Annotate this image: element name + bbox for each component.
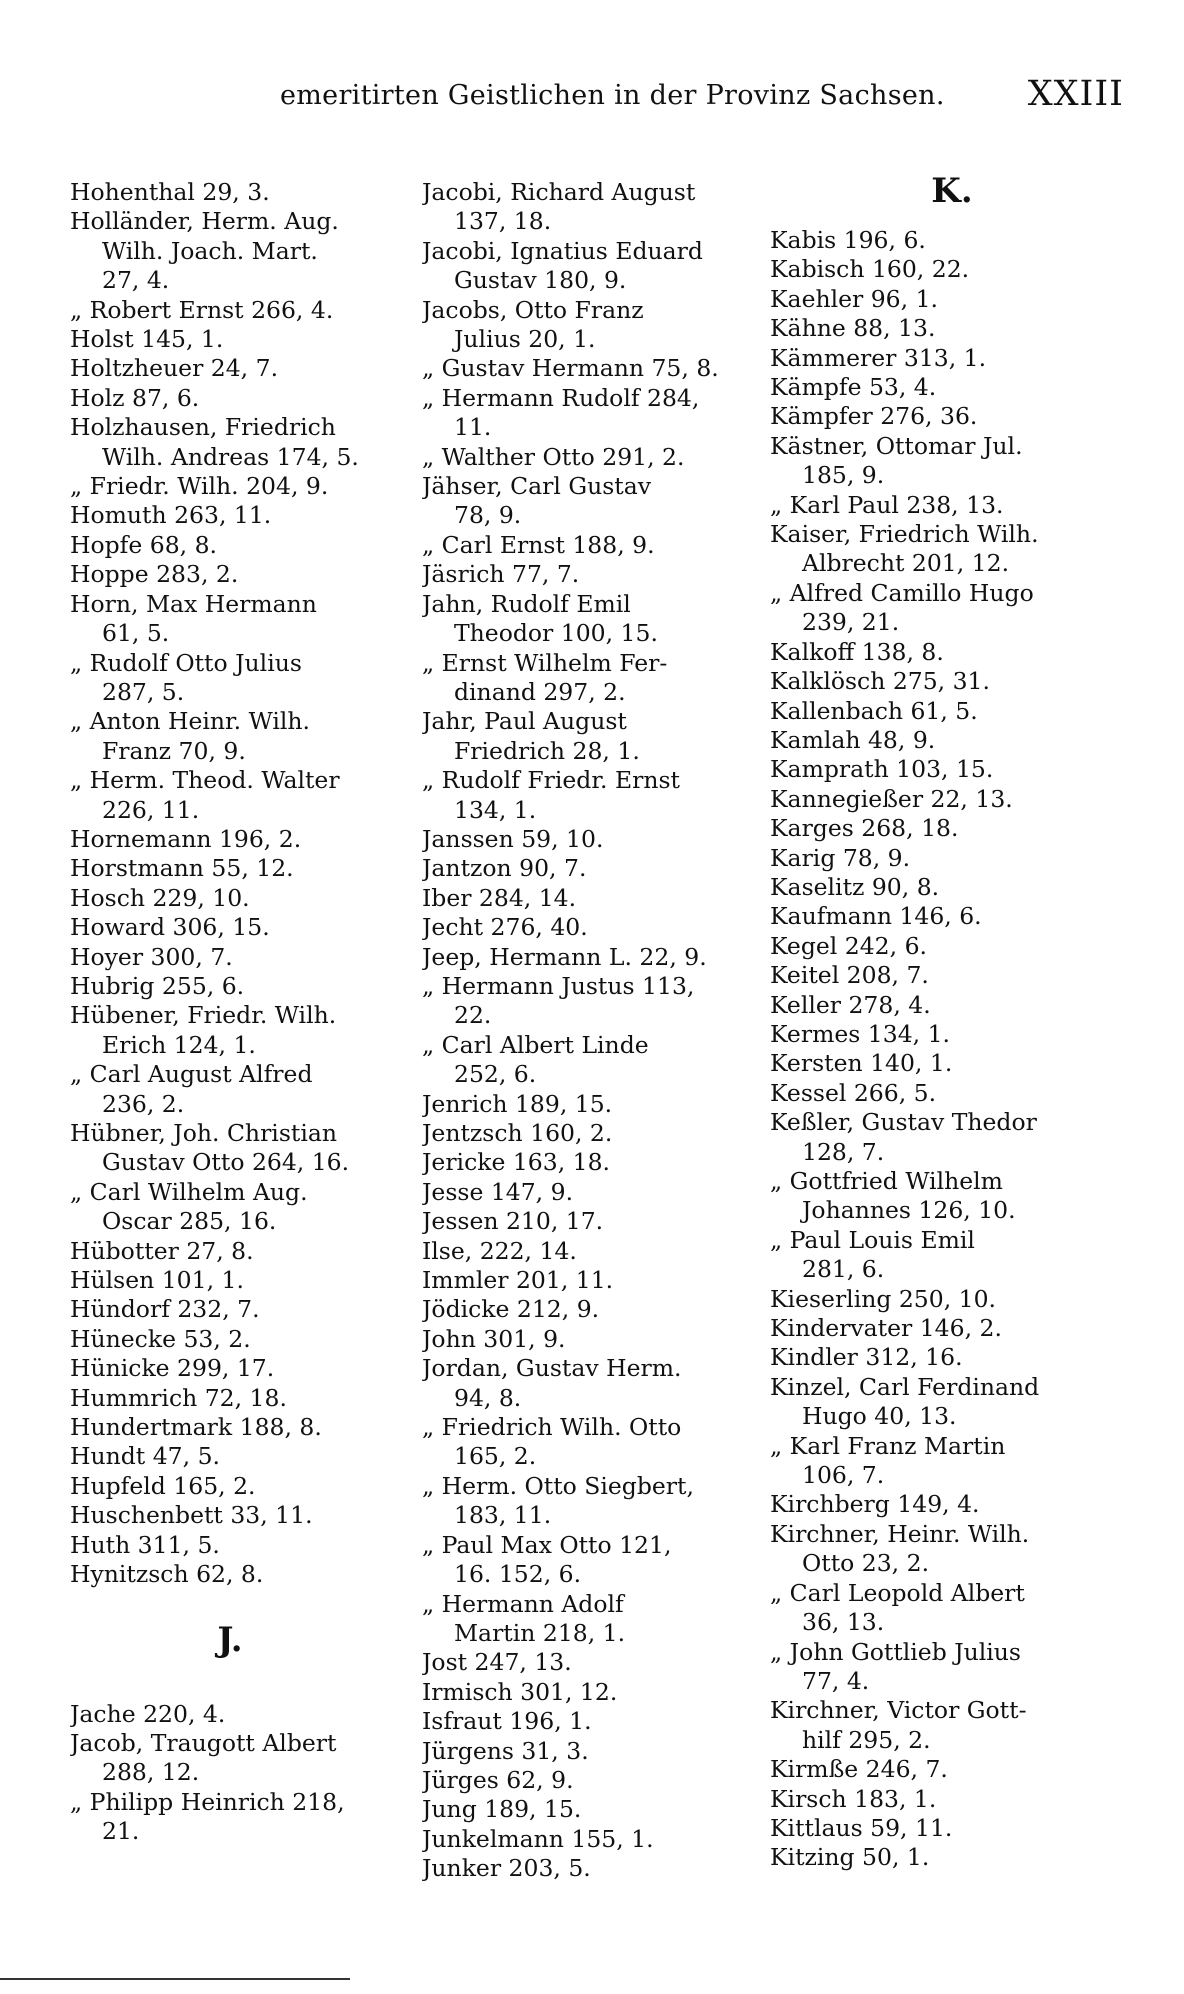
index-entry: Hülsen 101, 1. [70,1266,244,1295]
index-entry: „ Carl Ernst 188, 9. [422,530,655,559]
index-entry: Kirchner, Heinr. Wilh. [770,1519,1030,1548]
index-entry: Holzhausen, Friedrich [70,413,336,442]
index-entry-continuation: 94, 8. [454,1383,522,1412]
index-entry: Kamprath 103, 15. [770,755,994,784]
index-entry: „ Gottfried Wilhelm [770,1167,1003,1195]
index-entry: Janssen 59, 10. [422,824,604,853]
index-entry: Hundt 47, 5. [70,1442,220,1471]
running-head: emeritirten Geistlichen in der Provinz Sachsen. [280,80,945,111]
index-entry: Kaufmann 146, 6. [770,902,982,931]
index-entry: „ Ernst Wilhelm Fer- [422,648,668,677]
index-entry: Hohenthal 29, 3. [70,178,270,206]
index-entry: Kabis 196, 6. [770,226,926,254]
index-entry-continuation: Wilh. Andreas 174, 5. [102,442,359,471]
index-entry: Karig 78, 9. [770,843,911,872]
index-entry: Keller 278, 4. [770,990,931,1019]
index-entry: „ Friedr. Wilh. 204, 9. [70,472,329,501]
index-entry: Kamlah 48, 9. [770,725,936,754]
index-entry: Kegel 242, 6. [770,931,927,960]
index-entry: Huschenbett 33, 11. [70,1501,313,1530]
index-entry: Hornemann 196, 2. [70,824,302,853]
index-entry: Kieserling 250, 10. [770,1284,997,1313]
index-entry-continuation: hilf 295, 2. [802,1725,931,1754]
index-entry-continuation: 36, 13. [802,1608,885,1637]
footer-rule [0,1978,350,1980]
index-entry-continuation: 252, 6. [454,1060,537,1089]
index-entry: Isfraut 196, 1. [422,1707,592,1736]
index-entry: „ Gustav Hermann 75, 8. [422,354,719,383]
index-entry: Huth 311, 5. [70,1530,220,1559]
index-entry: Holländer, Herm. Aug. [70,207,339,236]
index-entry: Jacobi, Ignatius Eduard [422,236,703,265]
index-entry: Kalkoff 138, 8. [770,637,944,666]
index-entry: „ Alfred Camillo Hugo [770,578,1034,607]
index-entry: Jacob, Traugott Albert [70,1728,337,1757]
index-entry: „ Carl Wilhelm Aug. [70,1177,308,1206]
index-entry: Kalklösch 275, 31. [770,667,990,696]
index-entry: Kirmße 246, 7. [770,1755,948,1784]
index-entry: Hübener, Friedr. Wilh. [70,1001,337,1030]
index-entry: Hoppe 283, 2. [70,560,239,589]
index-entry: Jahn, Rudolf Emil [422,589,631,618]
index-entry: Jacobs, Otto Franz [422,295,644,324]
index-entry: „ Anton Heinr. Wilh. [70,707,310,736]
index-entry-continuation: 21. [102,1817,140,1846]
index-entry: Karges 268, 18. [770,814,959,843]
index-entry: Homuth 263, 11. [70,501,272,530]
index-entry: Jürgens 31, 3. [422,1736,589,1765]
index-entry: Kindervater 146, 2. [770,1314,1002,1343]
index-entry-continuation: 16. 152, 6. [454,1560,582,1589]
index-column-2 [422,178,766,1884]
index-entry-continuation: 128, 7. [802,1137,885,1166]
index-entry: „ Karl Franz Martin [770,1431,1006,1460]
index-entry: Jähser, Carl Gustav [422,472,652,501]
index-entry: Kaselitz 90, 8. [770,872,940,901]
index-entry: Keßler, Gustav Thedor [770,1108,1037,1137]
index-entry-continuation: 137, 18. [454,207,552,236]
index-entry: Hubrig 255, 6. [70,971,245,1000]
index-entry: Howard 306, 15. [70,913,270,942]
index-entry: Horn, Max Hermann [70,589,317,618]
index-entry-continuation: Albrecht 201, 12. [802,549,1010,578]
index-entry-continuation: Friedrich 28, 1. [454,736,640,765]
index-entry-continuation: Franz 70, 9. [102,736,246,765]
index-entry: Kästner, Ottomar Jul. [770,431,1023,460]
index-entry: Jäsrich 77, 7. [422,560,580,589]
index-entry: Hundertmark 188, 8. [70,1413,322,1442]
index-entry: Iber 284, 14. [422,883,577,912]
index-entry: Horstmann 55, 12. [70,854,294,883]
index-entry: „ Hermann Rudolf 284, [422,383,700,412]
index-entry: „ Friedrich Wilh. Otto [422,1413,682,1442]
page-number: XXIII [1027,74,1124,114]
index-entry: „ Carl Albert Linde [422,1030,649,1059]
index-entry: Kämpfer 276, 36. [770,402,978,431]
section-letter-heading: K. [931,171,973,211]
index-entry-continuation: Erich 124, 1. [102,1030,256,1059]
index-entry: Jung 189, 15. [422,1795,582,1824]
index-entry: Junker 203, 5. [422,1854,591,1883]
index-entry: Jeep, Hermann L. 22, 9. [422,942,707,971]
index-entry: Kallenbach 61, 5. [770,696,978,725]
index-entry: Jürges 62, 9. [422,1765,574,1794]
index-entry: Hynitzsch 62, 8. [70,1560,264,1589]
index-entry: Jericke 163, 18. [422,1148,611,1177]
index-entry: Hopfe 68, 8. [70,530,218,559]
index-entry: Irmisch 301, 12. [422,1677,618,1706]
index-entry-continuation: Theodor 100, 15. [454,619,658,648]
index-entry: Hübotter 27, 8. [70,1236,254,1265]
index-entry: Keitel 208, 7. [770,961,929,990]
index-entry: Jost 247, 13. [422,1648,572,1677]
index-entry: Holst 145, 1. [70,325,224,354]
index-entry: Hübner, Joh. Christian [70,1119,337,1147]
index-entry: „ Paul Max Otto 121, [422,1530,672,1559]
index-entry: Kirchberg 149, 4. [770,1490,980,1519]
index-entry: Junkelmann 155, 1. [422,1824,654,1853]
index-entry-continuation: 165, 2. [454,1442,537,1471]
index-entry: Kabisch 160, 22. [770,255,970,284]
index-entry-continuation: 134, 1. [454,795,537,824]
index-entry: „ Karl Paul 238, 13. [770,490,1004,519]
index-entry: Kähne 88, 13. [770,314,936,343]
index-entry: „ Herm. Otto Siegbert, [422,1471,694,1500]
index-entry: Kersten 140, 1. [770,1049,953,1078]
index-entry: Kittlaus 59, 11. [770,1813,953,1842]
index-entry-continuation: Martin 218, 1. [454,1618,626,1647]
index-entry: Kirchner, Victor Gott- [770,1696,1027,1725]
index-entry: „ Carl Leopold Albert [770,1578,1025,1607]
index-entry: Jantzon 90, 7. [422,854,587,883]
index-entry: John 301, 9. [422,1324,566,1353]
index-entry-continuation: Johannes 126, 10. [802,1196,1016,1225]
index-entry-continuation: Gustav Otto 264, 16. [102,1148,350,1177]
index-entry: Holz 87, 6. [70,383,200,412]
index-entry-continuation: 61, 5. [102,619,170,648]
index-entry: Kessel 266, 5. [770,1078,937,1107]
index-entry: Jödicke 212, 9. [422,1295,600,1324]
index-entry: Kindler 312, 16. [770,1343,963,1372]
index-entry: Kermes 134, 1. [770,1019,951,1048]
index-entry-continuation: 77, 4. [802,1666,870,1695]
index-entry: „ Carl August Alfred [70,1060,313,1089]
index-entry-continuation: dinand 297, 2. [454,677,626,706]
index-entry: Jessen 210, 17. [422,1207,604,1236]
index-entry: Hünecke 53, 2. [70,1324,251,1353]
index-entry: Kaiser, Friedrich Wilh. [770,520,1039,549]
index-entry: Jecht 276, 40. [422,913,588,942]
index-entry: Kirsch 183, 1. [770,1784,937,1813]
index-entry: „ Hermann Adolf [422,1589,624,1618]
index-entry: Hünicke 299, 17. [70,1354,275,1383]
index-entry: „ Paul Louis Emil [770,1225,975,1254]
index-entry: Kaehler 96, 1. [770,284,938,313]
index-entry: Kannegießer 22, 13. [770,784,1013,813]
index-entry: „ Philipp Heinrich 218, [70,1787,345,1816]
index-entry: „ John Gottlieb Julius [770,1637,1021,1666]
index-entry-continuation: Hugo 40, 13. [802,1402,957,1431]
index-entry: Jache 220, 4. [70,1699,226,1728]
index-entry: Kämmerer 313, 1. [770,343,987,372]
index-entry-continuation: 78, 9. [454,501,522,530]
index-entry: Ilse, 222, 14. [422,1236,577,1265]
index-entry: Kinzel, Carl Ferdinand [770,1372,1040,1401]
index-entry: Hoyer 300, 7. [70,942,233,971]
index-entry-continuation: Gustav 180, 9. [454,266,627,295]
index-entry-continuation: 183, 11. [454,1501,552,1530]
index-entry: Kämpfe 53, 4. [770,373,937,402]
index-entry: Jordan, Gustav Herm. [422,1354,682,1383]
index-entry-continuation: 288, 12. [102,1758,200,1787]
index-entry: „ Rudolf Otto Julius [70,648,302,677]
index-column-3 [770,171,1134,1873]
index-entry-continuation: 27, 4. [102,266,170,295]
index-entry: Jenrich 189, 15. [422,1089,613,1118]
index-entry-continuation: Wilh. Joach. Mart. [102,236,318,265]
index-entry-continuation: 185, 9. [802,461,885,490]
index-entry: Immler 201, 11. [422,1266,614,1295]
index-entry-continuation: 106, 7. [802,1461,885,1490]
index-entry-continuation: 22. [454,1001,492,1030]
index-entry-continuation: 236, 2. [102,1089,185,1118]
index-entry: Hosch 229, 10. [70,883,250,912]
index-entry: „ Herm. Theod. Walter [70,766,340,795]
section-letter-heading: J. [217,1619,243,1660]
index-entry: Jahr, Paul August [422,707,627,736]
index-entry: Jesse 147, 9. [422,1177,574,1206]
index-entry: „ Hermann Justus 113, [422,971,695,1000]
index-entry: Hündorf 232, 7. [70,1295,260,1324]
index-entry: Jentzsch 160, 2. [422,1119,613,1147]
index-column-1 [70,178,390,1847]
index-entry: Hummrich 72, 18. [70,1383,287,1412]
index-entry-continuation: 11. [454,413,492,442]
index-columns [70,171,1134,1898]
index-entry-continuation: 281, 6. [802,1255,885,1284]
index-entry-continuation: 226, 11. [102,795,200,824]
index-entry: „ Robert Ernst 266, 4. [70,295,334,324]
index-entry-continuation: 287, 5. [102,677,185,706]
index-entry-continuation: Oscar 285, 16. [102,1207,277,1236]
index-entry: Hupfeld 165, 2. [70,1471,256,1500]
index-entry: „ Rudolf Friedr. Ernst [422,766,680,795]
index-entry: „ Walther Otto 291, 2. [422,442,685,471]
index-entry-continuation: Julius 20, 1. [454,325,596,354]
index-entry: Holtzheuer 24, 7. [70,354,279,383]
index-entry: Kitzing 50, 1. [770,1843,930,1872]
index-entry: Jacobi, Richard August [422,178,696,206]
index-entry-continuation: 239, 21. [802,608,900,637]
page-header [70,72,1134,122]
index-entry-continuation: Otto 23, 2. [802,1549,930,1578]
